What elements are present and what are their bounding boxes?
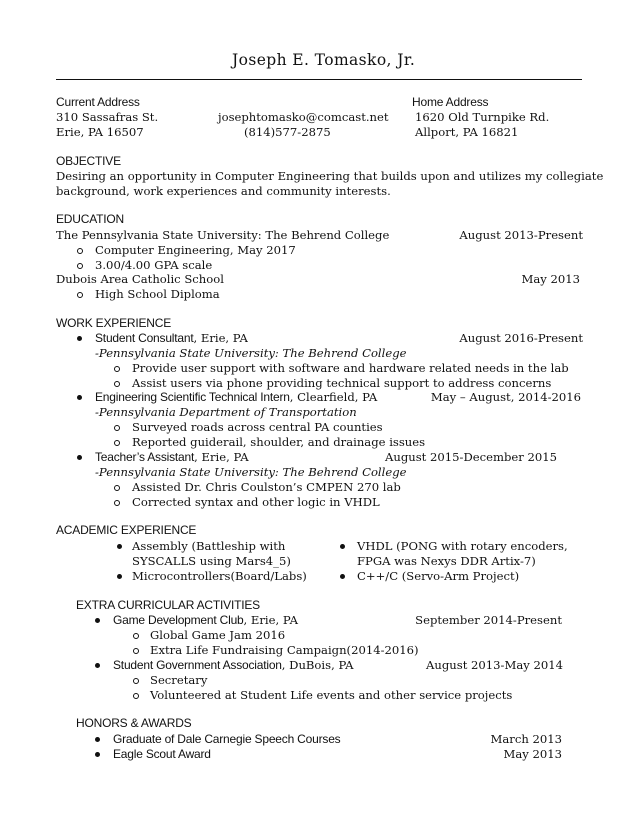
phone: (814)577-2875 [244,125,331,139]
hollow-bullet-icon [133,678,139,684]
school1-date: August 2013-Present [459,228,583,242]
academic-item: VHDL (PONG with rotary encoders, [357,539,568,553]
activity-date: August 2013-May 2014 [426,658,563,672]
hollow-bullet-icon [114,366,120,372]
activity-title-line [113,658,354,673]
award-date: May 2013 [503,747,562,761]
bullet-icon [95,752,100,757]
activity-item: Secretary [150,673,208,687]
email: josephtomasko@comcast.net [218,110,389,124]
school1-item: 3.00/4.00 GPA scale [95,258,213,272]
academic-item: C++/C (Servo-Arm Project) [357,569,520,583]
activity-title: Student Government Association [113,658,282,672]
hollow-bullet-icon [114,500,120,506]
school1-name: The Pennsylvania State University: The Behrend College [56,228,390,242]
hollow-bullet-icon [114,440,120,446]
honors-heading: HONORS & AWARDS [76,716,192,730]
award-title: Eagle Scout Award [113,747,211,761]
hollow-bullet-icon [77,263,83,269]
school2-item: High School Diploma [95,287,220,301]
hollow-bullet-icon [114,485,120,491]
bullet-icon [95,663,100,668]
header-divider [56,79,582,80]
hollow-bullet-icon [77,248,83,254]
activity-item: Global Game Jam 2016 [150,628,286,642]
school1-item: Computer Engineering, May 2017 [95,243,296,257]
activity-location: , DuBois, PA [281,658,354,672]
job-duty: Assisted Dr. Chris Coulston’s CMPEN 270 lab [132,480,401,494]
academic-item-cont: FPGA was Nexys DDR Artix-7) [357,554,536,568]
extracurricular-heading: EXTRA CURRICULAR ACTIVITIES [76,598,260,612]
activity-item: Extra Life Fundraising Campaign(2014-2016) [150,643,419,657]
job-duty: Reported guiderail, shoulder, and drainage issues [132,435,426,449]
objective-line1: Desiring an opportunity in Computer Engineering that builds upon and utilizes my collegiate [56,169,604,183]
objective-line2: background, work experiences and community interests. [56,184,391,198]
job-organization: -Pennsylvania State University: The Behrend College [95,465,407,479]
bullet-icon [95,737,100,742]
education-heading: EDUCATION [56,212,124,226]
job-title-line [95,450,249,465]
job-location: , Clearfield, PA [289,390,378,404]
objective-heading: OBJECTIVE [56,154,121,168]
current-address-line1: 310 Sassafras St. [56,110,159,124]
academic-item: Assembly (Battleship with [132,539,286,553]
job-organization: -Pennsylvania State University: The Behrend College [95,346,407,360]
hollow-bullet-icon [133,648,139,654]
school2-name: Dubois Area Catholic School [56,272,224,286]
award-date: March 2013 [490,732,562,746]
hollow-bullet-icon [77,292,83,298]
home-address-line1: 1620 Old Turnpike Rd. [415,110,550,124]
bullet-icon [340,544,345,549]
resume-name: Joseph E. Tomasko, Jr. [232,51,416,69]
activity-item: Volunteered at Student Life events and other service projects [150,688,513,702]
academic-item: Microcontrollers(Board/Labs) [132,569,307,583]
job-date: August 2016-Present [459,331,583,345]
job-location: , Erie, PA [194,450,249,464]
job-title-line [95,331,248,346]
school2-date: May 2013 [521,272,580,286]
job-date: August 2015-December 2015 [385,450,557,464]
job-date: May – August, 2014-2016 [430,390,581,404]
job-duty: Provide user support with software and hardware related needs in the lab [132,361,569,375]
bullet-icon [117,544,122,549]
job-title-line [95,390,377,405]
activity-title-line [113,613,298,628]
current-address-label: Current Address [56,95,140,109]
academic-heading: ACADEMIC EXPERIENCE [56,523,197,537]
activity-location: , Erie, PA [243,613,298,627]
job-duty: Assist users via phone providing technical support to address concerns [132,376,552,390]
activity-title: Game Development Club [113,613,244,627]
home-address-line2: Allport, PA 16821 [415,125,519,139]
current-address-line2: Erie, PA 16507 [56,125,144,139]
academic-item-cont: SYSCALLS using Mars4_5) [132,554,291,568]
job-duty: Surveyed roads across central PA counties [132,420,383,434]
job-duty: Corrected syntax and other logic in VHDL [132,495,380,509]
activity-date: September 2014-Present [415,613,562,627]
bullet-icon [95,618,100,623]
job-location: , Erie, PA [193,331,248,345]
award-title: Graduate of Dale Carnegie Speech Courses [113,732,341,746]
bullet-icon [77,455,82,460]
hollow-bullet-icon [133,693,139,699]
bullet-icon [77,336,82,341]
job-title: Engineering Scientific Technical Intern [95,390,290,404]
hollow-bullet-icon [114,381,120,387]
hollow-bullet-icon [114,425,120,431]
bullet-icon [117,574,122,579]
job-title: Teacher’s Assistant [95,450,195,464]
bullet-icon [340,574,345,579]
hollow-bullet-icon [133,633,139,639]
work-heading: WORK EXPERIENCE [56,316,172,330]
bullet-icon [77,395,82,400]
home-address-label: Home Address [412,95,489,109]
job-title: Student Consultant [95,331,194,345]
job-organization: -Pennsylvania Department of Transportation [95,405,357,419]
